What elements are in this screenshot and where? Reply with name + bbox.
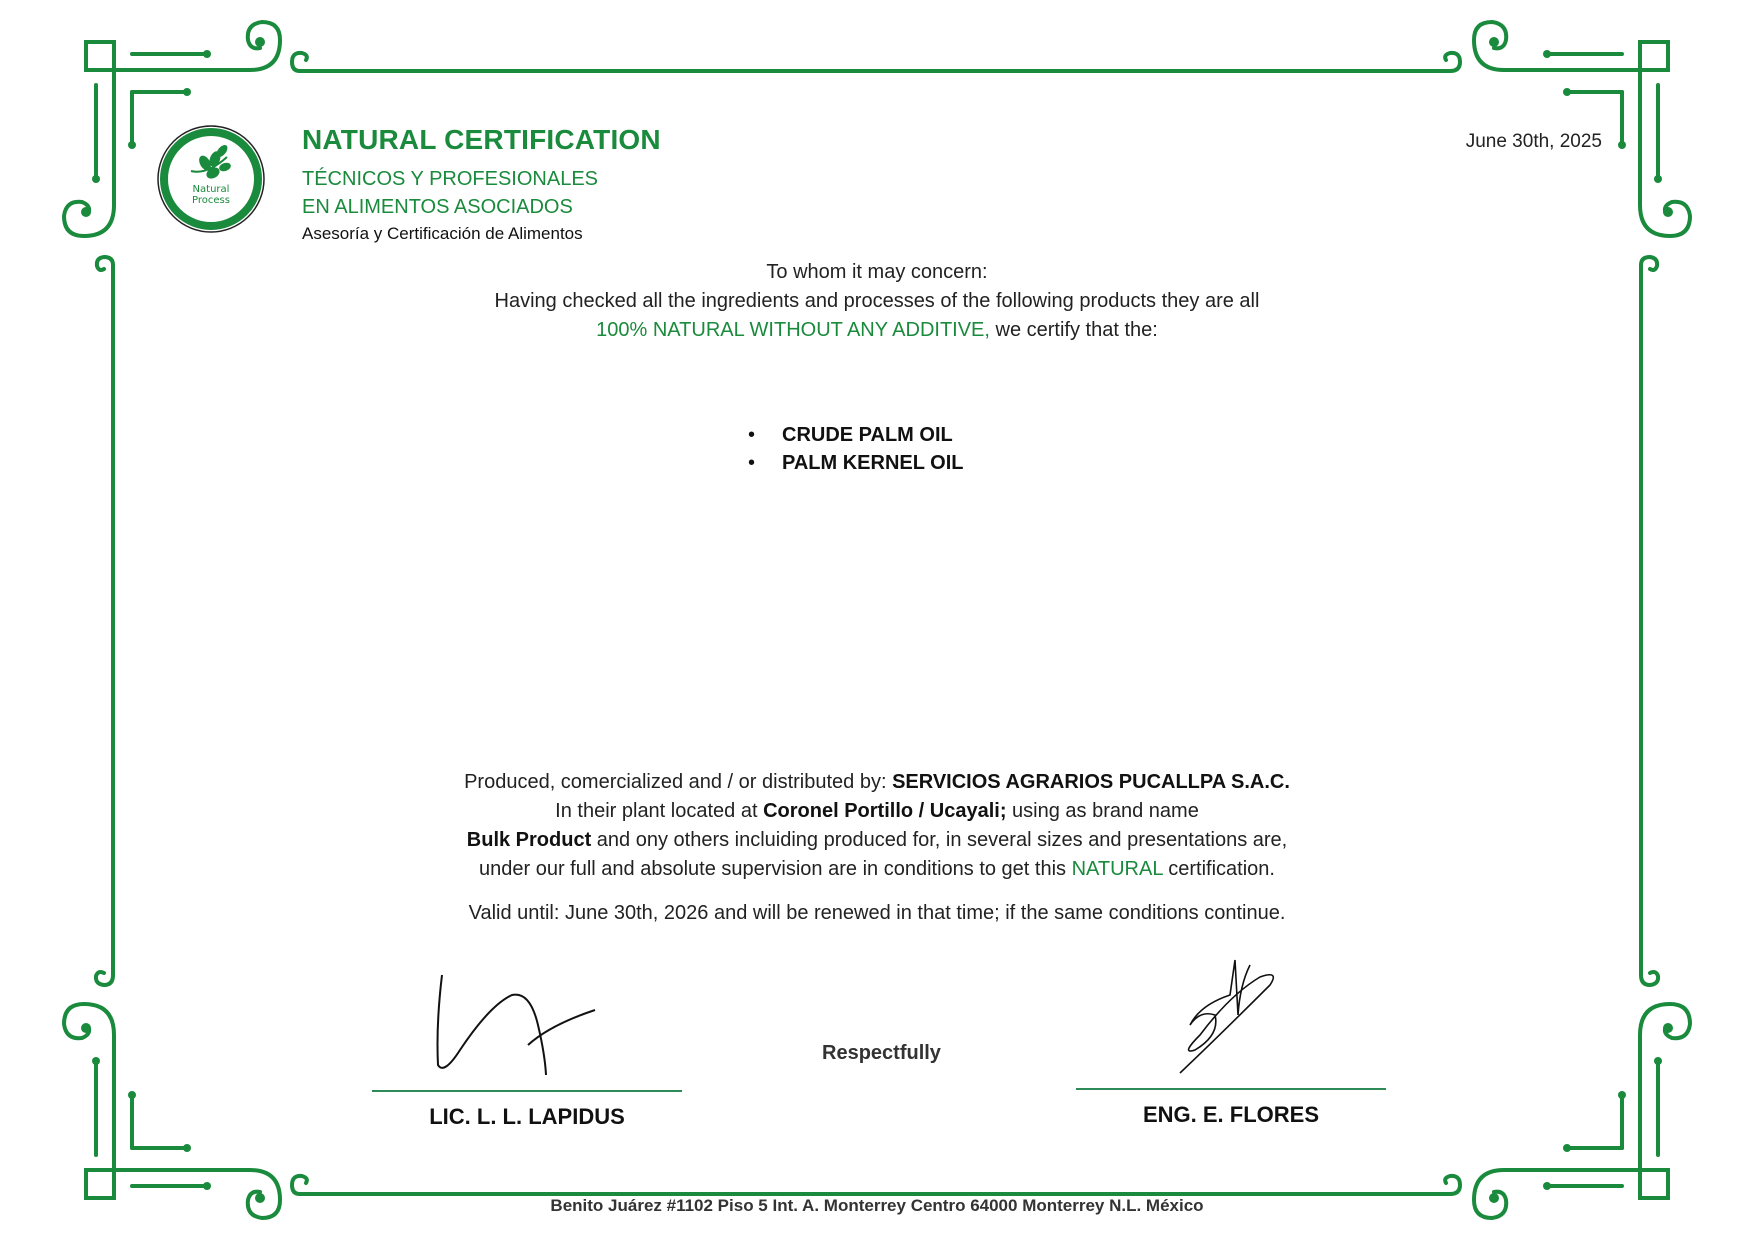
signature-line-right — [1076, 1088, 1386, 1090]
plant-label: In their plant located at — [555, 800, 764, 822]
logo-text-line2: Process — [192, 195, 230, 206]
corner-top-right — [1474, 22, 1690, 236]
issue-date: June 30th, 2025 — [1465, 131, 1602, 152]
brand-line — [0, 829, 1754, 852]
signature-left — [420, 965, 620, 1075]
corner-bottom-left — [64, 1004, 280, 1218]
footer-address: Benito Juárez #1102 Piso 5 Int. A. Monterrey Centro 64000 Monterrey N.L. México — [550, 1196, 1204, 1215]
producer-label: Produced, comercialized and / or distributed by: — [464, 771, 893, 793]
natural-word: NATURAL — [1071, 858, 1163, 880]
top-right-curl — [1445, 53, 1460, 71]
plant-location-line — [0, 800, 1754, 823]
validity-line: Valid until: June 30th, 2026 and will be renewed in that time; if the same conditions continue. — [468, 902, 1286, 924]
producer-line — [0, 771, 1754, 794]
intro-statement: Having checked all the ingredients and processes of the following products they are all — [494, 290, 1260, 312]
organization-name-line1: TÉCNICOS Y PROFESIONALES — [302, 168, 599, 190]
product-item: • PALM KERNEL OIL — [748, 452, 963, 480]
supervision-line — [0, 858, 1754, 881]
organization-tagline: Asesoría y Certificación de Alimentos — [302, 224, 583, 243]
certificate-title: NATURAL CERTIFICATION — [302, 124, 661, 155]
brand-label: using as brand name — [1006, 800, 1199, 822]
logo-text-line1: Natural — [192, 184, 230, 195]
product-item: • CRUDE PALM OIL — [748, 424, 963, 452]
brand-name: Bulk Product — [466, 829, 592, 851]
certification-statement — [0, 319, 1754, 342]
organization-name-line2: EN ALIMENTOS ASOCIADOS — [302, 196, 573, 218]
corner-bottom-right — [1474, 1004, 1690, 1218]
bottom-left-curl — [292, 1176, 307, 1194]
salutation: To whom it may concern: — [766, 261, 988, 283]
left-bottom-curl — [96, 972, 113, 985]
signature-right — [1160, 955, 1290, 1080]
certify-text: we certify that the: — [989, 319, 1158, 341]
certification-word: certification. — [1162, 858, 1275, 880]
top-left-curl — [292, 53, 307, 71]
brand-description: and ony others incluiding produced for, in several sizes and presentations are, — [591, 829, 1288, 851]
natural-highlight: 100% NATURAL WITHOUT ANY ADDITIVE, — [596, 319, 990, 341]
product-list — [748, 424, 963, 480]
leaf-icon — [191, 143, 232, 181]
natural-process-logo — [155, 123, 267, 235]
signatory-right-name: ENG. E. FLORES — [1142, 1102, 1320, 1127]
right-bottom-curl — [1641, 972, 1658, 985]
bottom-right-curl — [1445, 1176, 1460, 1194]
plant-location: Coronel Portillo / Ucayali; — [763, 800, 1007, 822]
signatory-left-name: LIC. L. L. LAPIDUS — [429, 1104, 625, 1129]
closing-text: Respectfully — [822, 1042, 941, 1064]
supervision-text: under our full and absolute supervision are in conditions to get this — [479, 858, 1072, 880]
company-name: SERVICIOS AGRARIOS PUCALLPA S.A.C. — [892, 771, 1290, 793]
signature-line-left — [372, 1090, 682, 1092]
